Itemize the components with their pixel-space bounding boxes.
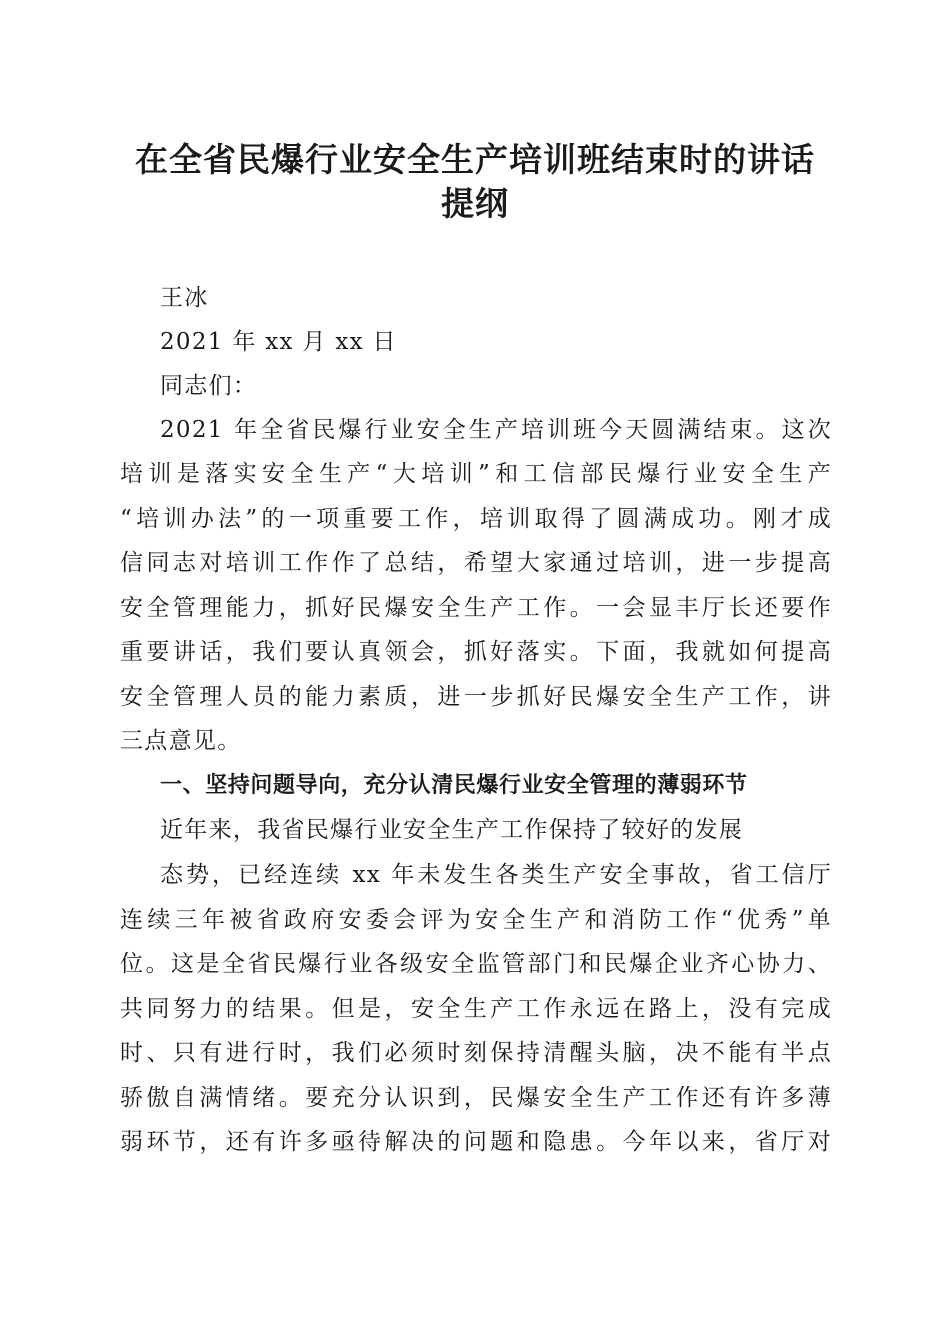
section-heading-1: 一、坚持问题导向，充分认清民爆行业安全管理的薄弱环节 [160,773,748,798]
paragraph-line: 培训是落实安全生产“大培训”和工信部民爆行业安全生产 [120,461,832,487]
paragraph-line: 重要讲话，我们要认真领会，抓好落实。下面，我就如何提高 [120,639,832,665]
document-title-line-2: 提纲 [441,184,509,223]
paragraph-line: 安全管理能力，抓好民爆安全生产工作。一会显丰厅长还要作 [120,595,832,621]
paragraph-line: 近年来，我省民爆行业安全生产工作保持了较好的发展 [160,817,744,843]
paragraph-line: 位。这是全省民爆行业各级安全监管部门和民爆企业齐心协力、 [120,951,832,977]
date: 2021 年 xx 月 xx 日 [160,329,397,355]
paragraph-line: 共同努力的结果。但是，安全生产工作永远在路上，没有完成 [120,996,832,1022]
paragraph-line: 连续三年被省政府安委会评为安全生产和消防工作“优秀”单 [120,907,832,933]
paragraph-line: 信同志对培训工作作了总结，希望大家通过培训，进一步提高 [120,550,832,576]
paragraph-line: 态势，已经连续 xx 年未发生各类生产安全事故，省工信厅 [160,862,832,888]
paragraph-line: 骄傲自满情绪。要充分认识到，民爆安全生产工作还有许多薄 [120,1085,832,1111]
paragraph-line: 2021 年全省民爆行业安全生产培训班今天圆满结束。这次 [160,417,832,443]
paragraph-line: “培训办法”的一项重要工作，培训取得了圆满成功。刚才成 [120,506,832,532]
salutation: 同志们： [160,373,258,399]
paragraph-line: 安全管理人员的能力素质，进一步抓好民爆安全生产工作，讲 [120,684,832,710]
paragraph-line: 时、只有进行时，我们必须时刻保持清醒头脑，决不能有半点 [120,1040,832,1066]
author: 王冰 [160,285,209,311]
document-title-line-1: 在全省民爆行业安全生产培训班结束时的讲话 [135,140,815,179]
paragraph-line: 弱环节，还有许多亟待解决的问题和隐患。今年以来，省厅对 [120,1129,832,1155]
paragraph-line: 三点意见。 [120,728,242,754]
